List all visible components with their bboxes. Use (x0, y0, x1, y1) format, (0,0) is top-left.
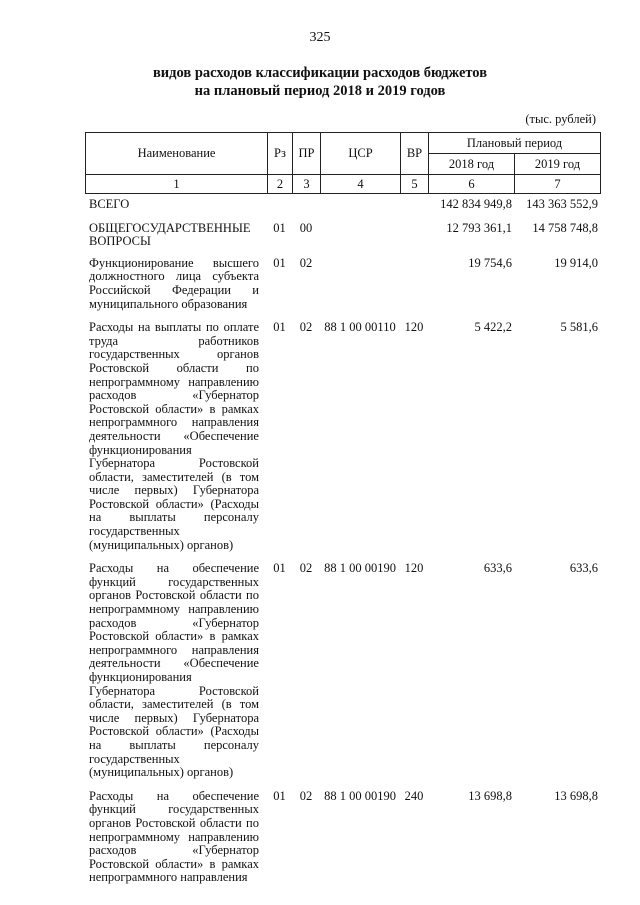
row-pr: 02 (299, 256, 313, 270)
table-row (85, 562, 600, 780)
row-amount-2019: 633,6 (569, 562, 598, 576)
row-amount-2019: 13 698,8 (554, 789, 598, 803)
row-csr: 88 1 00 00190 (324, 789, 396, 803)
title-line-1: видов расходов классификации расходов бюджетов (152, 65, 488, 81)
row-amount-2018: 13 698,8 (468, 789, 512, 803)
row-pr (292, 198, 320, 212)
row-name: Функционирование высшего должностного лица субъекта Российской Федерации и муниципального образования (89, 256, 259, 311)
row-amount-2019: 143 363 552,9 (526, 198, 598, 211)
row-vr (400, 222, 428, 249)
row-rz: 01 (273, 221, 286, 235)
row-csr (320, 198, 400, 212)
row-amount-2019: 5 581,6 (560, 321, 598, 335)
header-num-5: 5 (401, 175, 429, 194)
row-amount-2018: 19 754,6 (468, 256, 512, 270)
header-num-7: 7 (515, 175, 601, 194)
header-num-4: 4 (321, 175, 401, 194)
table-body (85, 198, 600, 895)
table-row (85, 222, 600, 249)
row-name: Расходы на выплаты по оплате труда работников государственных органов Ростовской области по непрограммному направлению расходов «Губернатор Ростовской области» в рамках непрограммного направления деятельности «Обеспечение функционирования Губернатора Ростовской области, заместителей (в том числе первых) Губернатора Ростовской области» (Расходы на выплаты персоналу государственных (муниципальных) органов) (89, 321, 259, 552)
row-amount-2018: 5 422,2 (474, 321, 512, 335)
row-name: ОБЩЕГОСУДАРСТВЕННЫЕ ВОПРОСЫ (89, 221, 251, 249)
row-rz: 01 (273, 321, 286, 335)
row-vr: 120 (404, 562, 424, 576)
title-line-2: на плановый период 2018 и 2019 годов (194, 83, 446, 99)
row-pr: 02 (299, 321, 313, 335)
row-pr: 02 (299, 562, 313, 576)
row-rz: 01 (273, 562, 286, 576)
row-rz: 01 (273, 256, 286, 270)
header-rz: Рз (268, 133, 293, 175)
row-name: ВСЕГО (89, 198, 130, 211)
header-num-3: 3 (293, 175, 321, 194)
header-num-1: 1 (86, 175, 268, 194)
row-name: Расходы на обеспечение функций государственных органов Ростовской области по непрограммному направлению расходов «Губернатор Ростовской области» в рамках непрограммного направления деятельности «Обеспечение функционирования Губернатора Ростовской области, заместителей (в том числе первых) Губернатора Ростовской области» (Расходы на выплаты персоналу государственных (муниципальных) органов) (89, 562, 259, 780)
header-year-2019: 2019 год (515, 154, 601, 175)
row-amount-2018: 12 793 361,1 (446, 221, 512, 235)
row-csr: 88 1 00 00110 (324, 321, 396, 335)
page-number: 325 (309, 30, 331, 45)
header-name: Наименование (86, 133, 268, 175)
row-amount-2019: 14 758 748,8 (532, 221, 598, 235)
table-row (85, 198, 600, 212)
row-vr (400, 257, 428, 311)
row-name: Расходы на обеспечение функций государственных органов Ростовской области по непрограммному направлению расходов «Губернатор Ростовской области» в рамках непрограммного направления (89, 789, 259, 885)
row-vr (400, 198, 428, 212)
table-row (85, 321, 600, 552)
row-vr: 120 (404, 321, 424, 335)
header-period: Плановый период (429, 133, 601, 154)
header-pr: ПР (293, 133, 321, 175)
row-amount-2019: 19 914,0 (554, 256, 598, 270)
header-num-6: 6 (429, 175, 515, 194)
row-csr (320, 257, 400, 311)
row-pr: 00 (299, 221, 313, 235)
row-csr (320, 222, 400, 249)
header-num-2: 2 (268, 175, 293, 194)
table-row (85, 790, 600, 885)
row-amount-2018: 142 834 949,8 (440, 198, 512, 211)
row-pr: 02 (299, 789, 313, 803)
table-row (85, 257, 600, 311)
document-title (0, 64, 640, 100)
row-rz: 01 (273, 789, 286, 803)
row-vr: 240 (404, 789, 424, 803)
header-csr: ЦСР (321, 133, 401, 175)
row-csr: 88 1 00 00190 (324, 562, 396, 576)
row-amount-2018: 633,6 (483, 562, 512, 576)
header-vr: ВР (401, 133, 429, 175)
table-header (85, 132, 601, 194)
header-year-2018: 2018 год (429, 154, 515, 175)
unit-note: (тыс. рублей) (525, 112, 596, 126)
row-rz (267, 198, 292, 212)
